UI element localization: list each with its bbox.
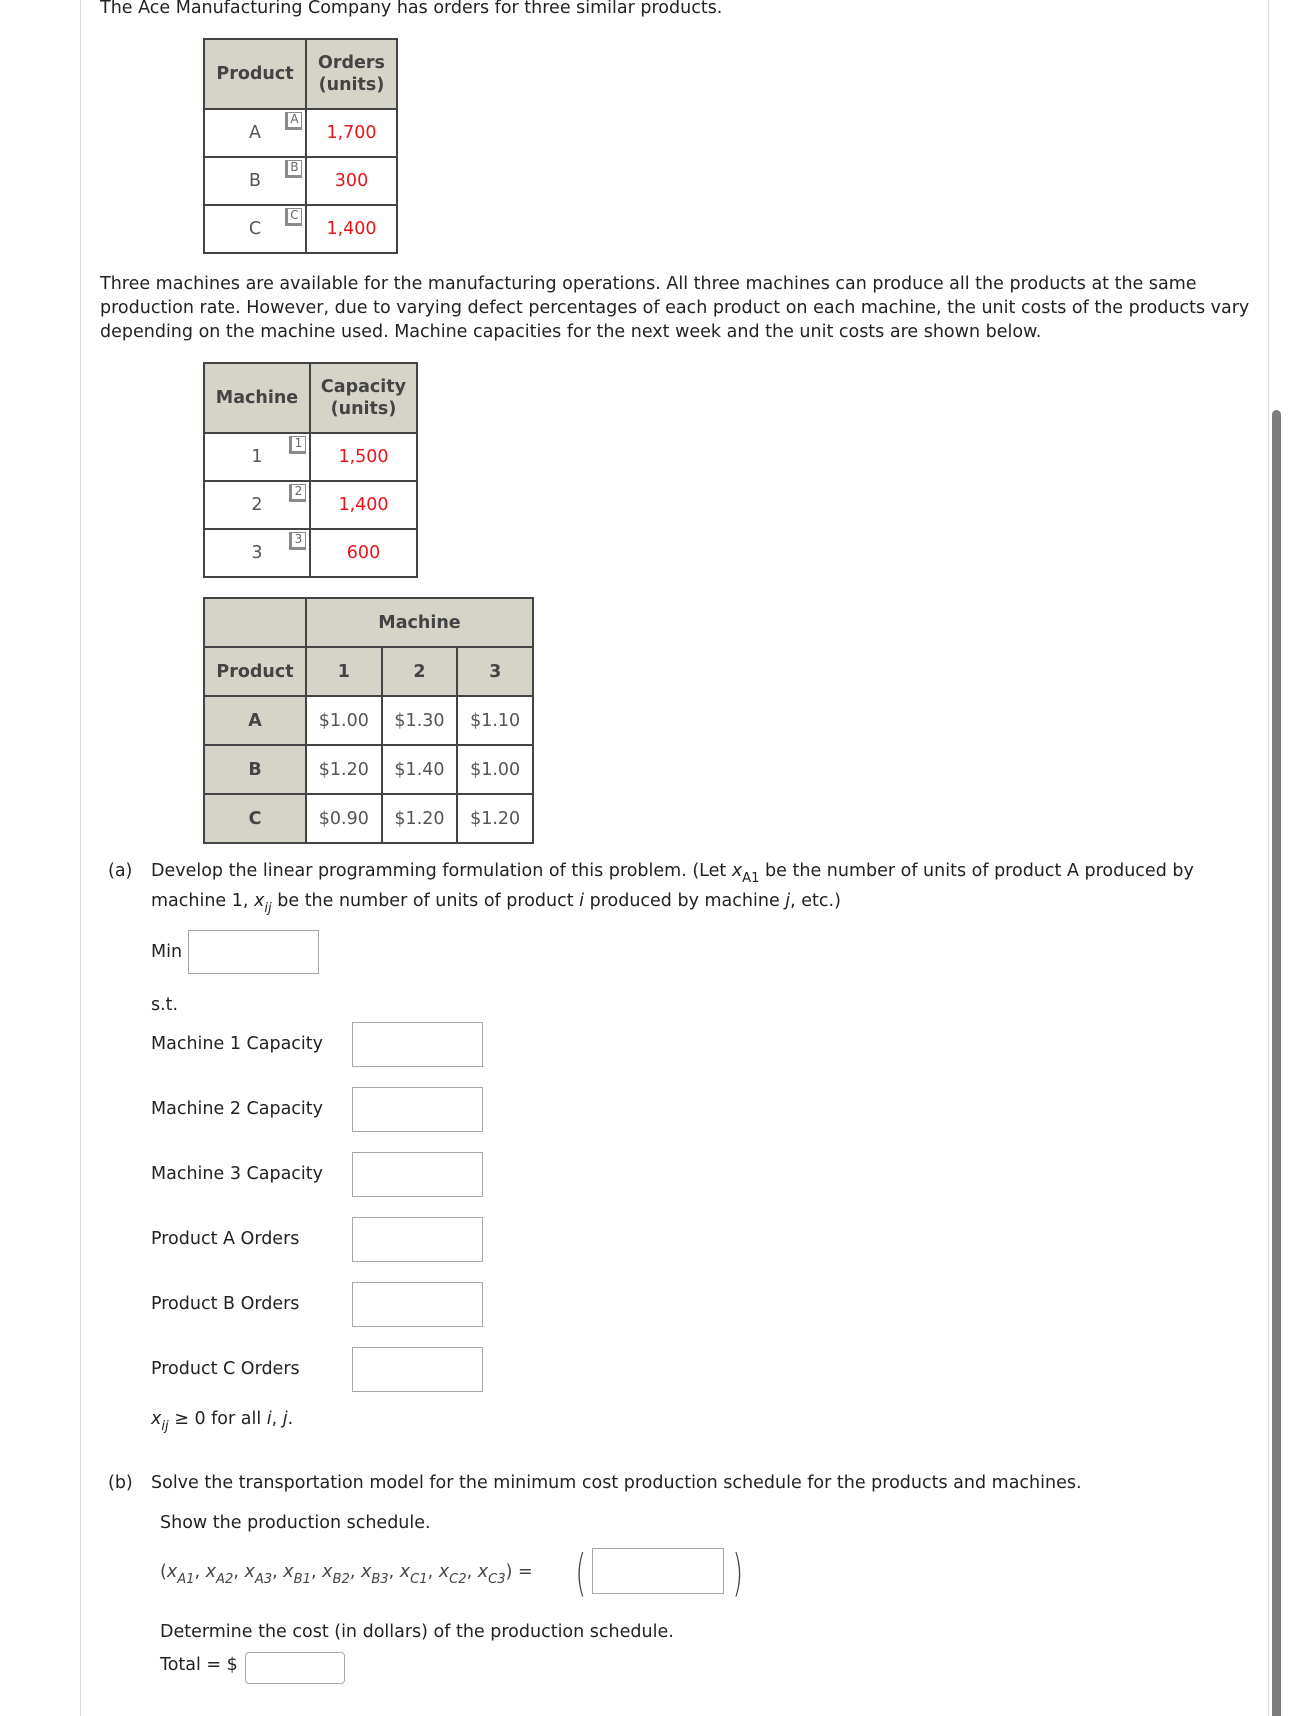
part-a-line1: Develop the linear programming formulation of this problem. (Let $x_{A1}$ be the number of units of product A produced by <box>151 861 1194 886</box>
constraint-input-product-a[interactable] <box>352 1217 483 1262</box>
content-border-left <box>80 0 81 1716</box>
orders-table <box>203 38 398 254</box>
product-cell: A <box>204 696 306 745</box>
table-row <box>204 433 417 481</box>
table-row <box>204 205 397 253</box>
orders-header-orders: Orders (units) <box>306 39 397 109</box>
table-row <box>204 109 397 157</box>
tag-icon: 1 <box>289 436 306 454</box>
constraint-label-product-b: Product B Orders <box>151 1294 300 1314</box>
cost-header-machine-1: 1 <box>306 647 382 696</box>
table-row <box>204 794 533 843</box>
nonnegativity-constraint: $x_{ij} \ge 0$ for all i, j. <box>151 1409 294 1434</box>
machine-cell: 2 2 <box>204 481 310 529</box>
constraint-label-product-c: Product C Orders <box>151 1359 300 1379</box>
objective-input[interactable] <box>188 930 319 974</box>
min-label: Min <box>151 942 183 962</box>
product-cell: C <box>204 794 306 843</box>
capacity-header-capacity: Capacity (units) <box>310 363 417 433</box>
capacity-table <box>203 362 418 578</box>
determine-cost-label: Determine the cost (in dollars) of the production schedule. <box>160 1622 674 1642</box>
constraint-label-product-a: Product A Orders <box>151 1229 300 1249</box>
orders-value: 1,700 <box>306 109 397 157</box>
schedule-input[interactable] <box>592 1548 724 1594</box>
table-row <box>204 481 417 529</box>
total-label: Total = $ <box>160 1655 238 1675</box>
tag-icon: 2 <box>289 484 306 502</box>
capacity-value: 600 <box>310 529 417 577</box>
table-row <box>204 529 417 577</box>
machine-cell: 1 1 <box>204 433 310 481</box>
cost-header-machine: Machine <box>306 598 533 647</box>
scrollbar-thumb[interactable] <box>1272 410 1281 1716</box>
cost-cell: $1.00 <box>457 745 533 794</box>
constraint-input-machine-2[interactable] <box>352 1087 483 1132</box>
capacity-header-machine: Machine <box>204 363 310 433</box>
schedule-variables: ($x_{A1}$, $x_{A2}$, $x_{A3}$, $x_{B1}$, $x_{B2}$, $x_{B3}$, $x_{C1}$, $x_{C2}$, $x_{C3}$) = <box>160 1562 533 1587</box>
cost-cell: $1.30 <box>382 696 458 745</box>
tag-icon: A <box>285 112 302 130</box>
content-border-right <box>1268 0 1269 1716</box>
constraint-label-machine-2: Machine 2 Capacity <box>151 1099 323 1119</box>
tag-icon: B <box>285 160 302 178</box>
machine-cell: 3 3 <box>204 529 310 577</box>
cost-header-blank <box>204 598 306 647</box>
product-cell: A A <box>204 109 306 157</box>
capacity-value: 1,500 <box>310 433 417 481</box>
orders-value: 1,400 <box>306 205 397 253</box>
constraint-input-machine-3[interactable] <box>352 1152 483 1197</box>
left-paren: ( <box>575 1544 587 1602</box>
constraint-label-machine-3: Machine 3 Capacity <box>151 1164 323 1184</box>
total-cost-input[interactable] <box>245 1652 345 1684</box>
constraint-input-product-b[interactable] <box>352 1282 483 1327</box>
cost-table <box>203 597 534 844</box>
product-cell: B <box>204 745 306 794</box>
cost-cell: $1.10 <box>457 696 533 745</box>
cost-cell: $1.20 <box>457 794 533 843</box>
product-cell: B B <box>204 157 306 205</box>
table-row <box>204 696 533 745</box>
cost-cell: $1.00 <box>306 696 382 745</box>
part-a-label: (a) <box>108 861 133 881</box>
part-a-line2: machine 1, $x_{ij}$ be the number of units of product i produced by machine j, etc.) <box>151 891 841 916</box>
product-cell: C C <box>204 205 306 253</box>
table-row <box>204 157 397 205</box>
part-b-text: Solve the transportation model for the minimum cost production schedule for the products and machines. <box>151 1473 1082 1493</box>
right-paren: ) <box>732 1544 744 1602</box>
part-b-label: (b) <box>108 1473 133 1493</box>
machines-paragraph: Three machines are available for the manufacturing operations. All three machines can produce all the products at the same production rate. However, due to varying defect percentages of each product on each machine, the unit costs of the products vary depending on the machine used. Machine capacities for the next week and the unit costs are shown below. <box>100 274 1250 342</box>
orders-header-product: Product <box>204 39 306 109</box>
orders-value: 300 <box>306 157 397 205</box>
cost-cell: $0.90 <box>306 794 382 843</box>
table-row <box>204 745 533 794</box>
intro-text: The Ace Manufacturing Company has orders for three similar products. <box>100 0 723 18</box>
st-label: s.t. <box>151 995 179 1015</box>
cost-cell: $1.20 <box>382 794 458 843</box>
tag-icon: C <box>285 208 302 226</box>
cost-cell: $1.40 <box>382 745 458 794</box>
tag-icon: 3 <box>289 532 306 550</box>
cost-header-machine-3: 3 <box>457 647 533 696</box>
cost-header-machine-2: 2 <box>382 647 458 696</box>
show-schedule-label: Show the production schedule. <box>160 1513 431 1533</box>
cost-header-product: Product <box>204 647 306 696</box>
constraint-input-machine-1[interactable] <box>352 1022 483 1067</box>
constraint-input-product-c[interactable] <box>352 1347 483 1392</box>
cost-cell: $1.20 <box>306 745 382 794</box>
capacity-value: 1,400 <box>310 481 417 529</box>
constraint-label-machine-1: Machine 1 Capacity <box>151 1034 323 1054</box>
